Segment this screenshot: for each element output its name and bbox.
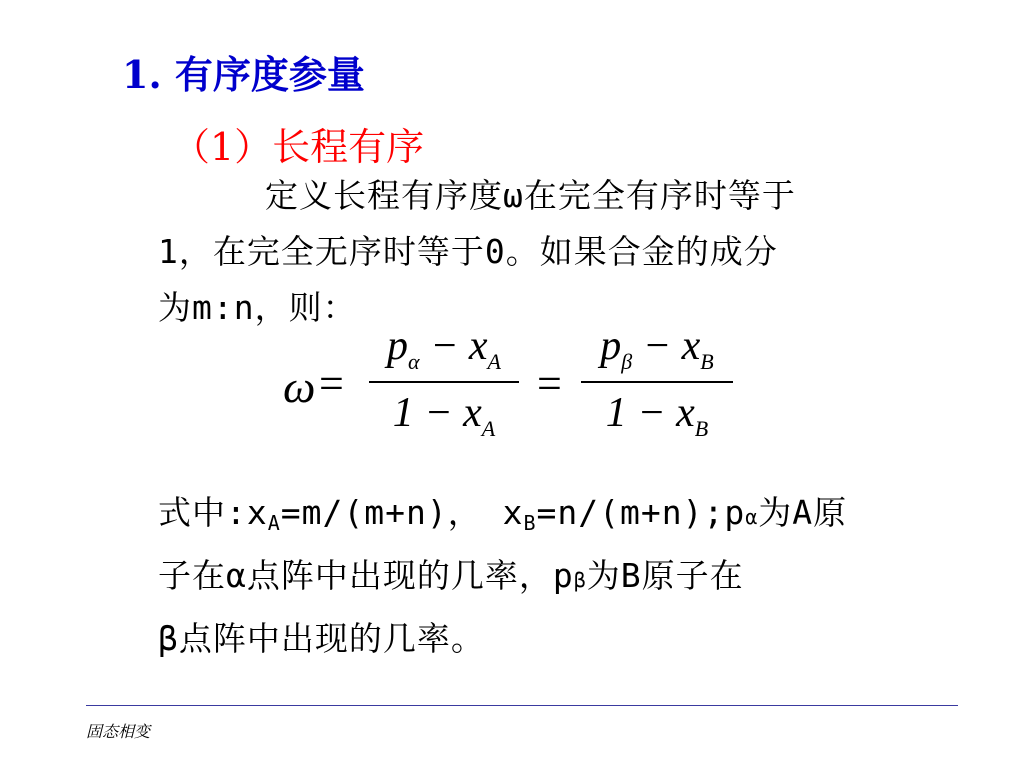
formula-equals-2: = [537, 359, 562, 408]
section-subheading: （1）长程有序 [172, 125, 425, 169]
explanation-line-2: 子在α点阵中出现的几率，pβ为B原子在 [158, 556, 744, 595]
paragraph-line-1: 定义长程有序度ω在完全有序时等于 [265, 176, 796, 215]
fraction-a-denominator: $1 - x_A$ [392, 390, 496, 441]
fraction-b-numerator: $p_\beta - x_B$ [600, 323, 714, 374]
formula-omega: ω [283, 361, 316, 412]
slide-heading: 1. 有序度参量 [122, 52, 365, 97]
fraction-b [581, 322, 733, 442]
fraction-a-bar [369, 381, 519, 383]
fraction-a [369, 322, 519, 442]
footer-divider [86, 705, 958, 706]
paragraph-line-3: 为m:n，则： [158, 288, 357, 327]
paragraph-line-2: 1，在完全无序时等于0。如果合金的成分 [158, 232, 778, 271]
order-parameter-formula [283, 322, 743, 462]
fraction-a-numerator: $p_\alpha - x_A$ [387, 323, 501, 374]
fraction-b-bar [581, 381, 733, 383]
formula-equals-1: = [319, 359, 344, 408]
footer-label: 固态相变 [86, 722, 151, 741]
explanation-line-1: 式中$:x_A=m/(m+n)$， $x_B=n/(m+n);p\alpha$为A原 [158, 493, 848, 535]
fraction-b-denominator: $1 - x_B$ [605, 390, 709, 441]
explanation-line-3: β点阵中出现的几率。 [158, 619, 485, 658]
